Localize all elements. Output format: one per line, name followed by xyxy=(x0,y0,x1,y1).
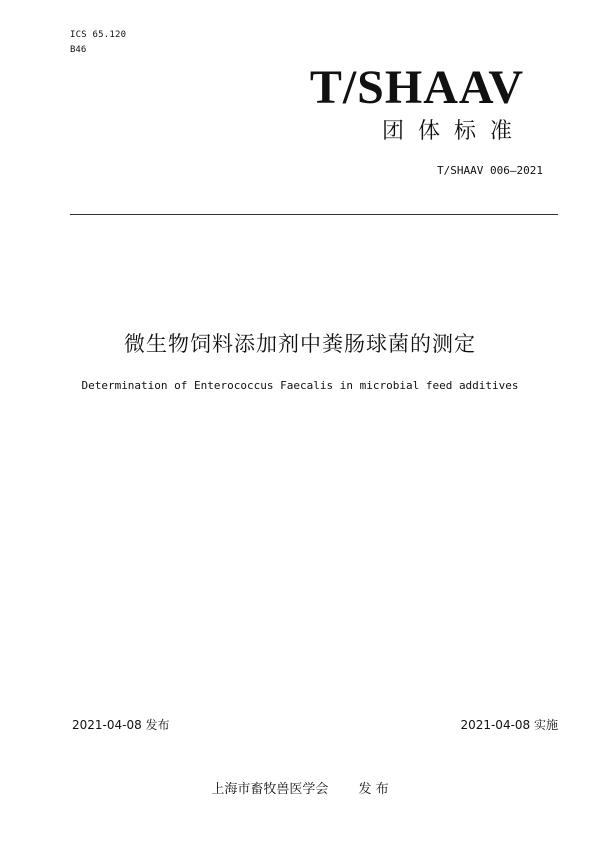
title-chinese: 微生物饲料添加剂中粪肠球菌的测定 xyxy=(124,332,476,356)
implementation-date: 2021-04-08 实施 xyxy=(460,718,558,732)
ccs-code: B46 xyxy=(70,45,87,55)
standard-type: 团体标准 xyxy=(381,119,526,144)
publisher-line xyxy=(0,778,600,797)
publication-date: 2021-04-08 发布 xyxy=(72,718,170,732)
org-code-title: T/SHAAV xyxy=(309,61,524,114)
ics-code: ICS 65.120 xyxy=(70,30,127,40)
title-english: Determination of Enterococcus Faecalis in microbial feed additives xyxy=(81,379,519,392)
publisher-name: 上海市畜牧兽医学会 xyxy=(211,782,329,797)
header-divider xyxy=(70,214,558,215)
publish-label: 发 布 xyxy=(358,782,389,797)
standard-number: T/SHAAV 006—2021 xyxy=(437,164,543,177)
